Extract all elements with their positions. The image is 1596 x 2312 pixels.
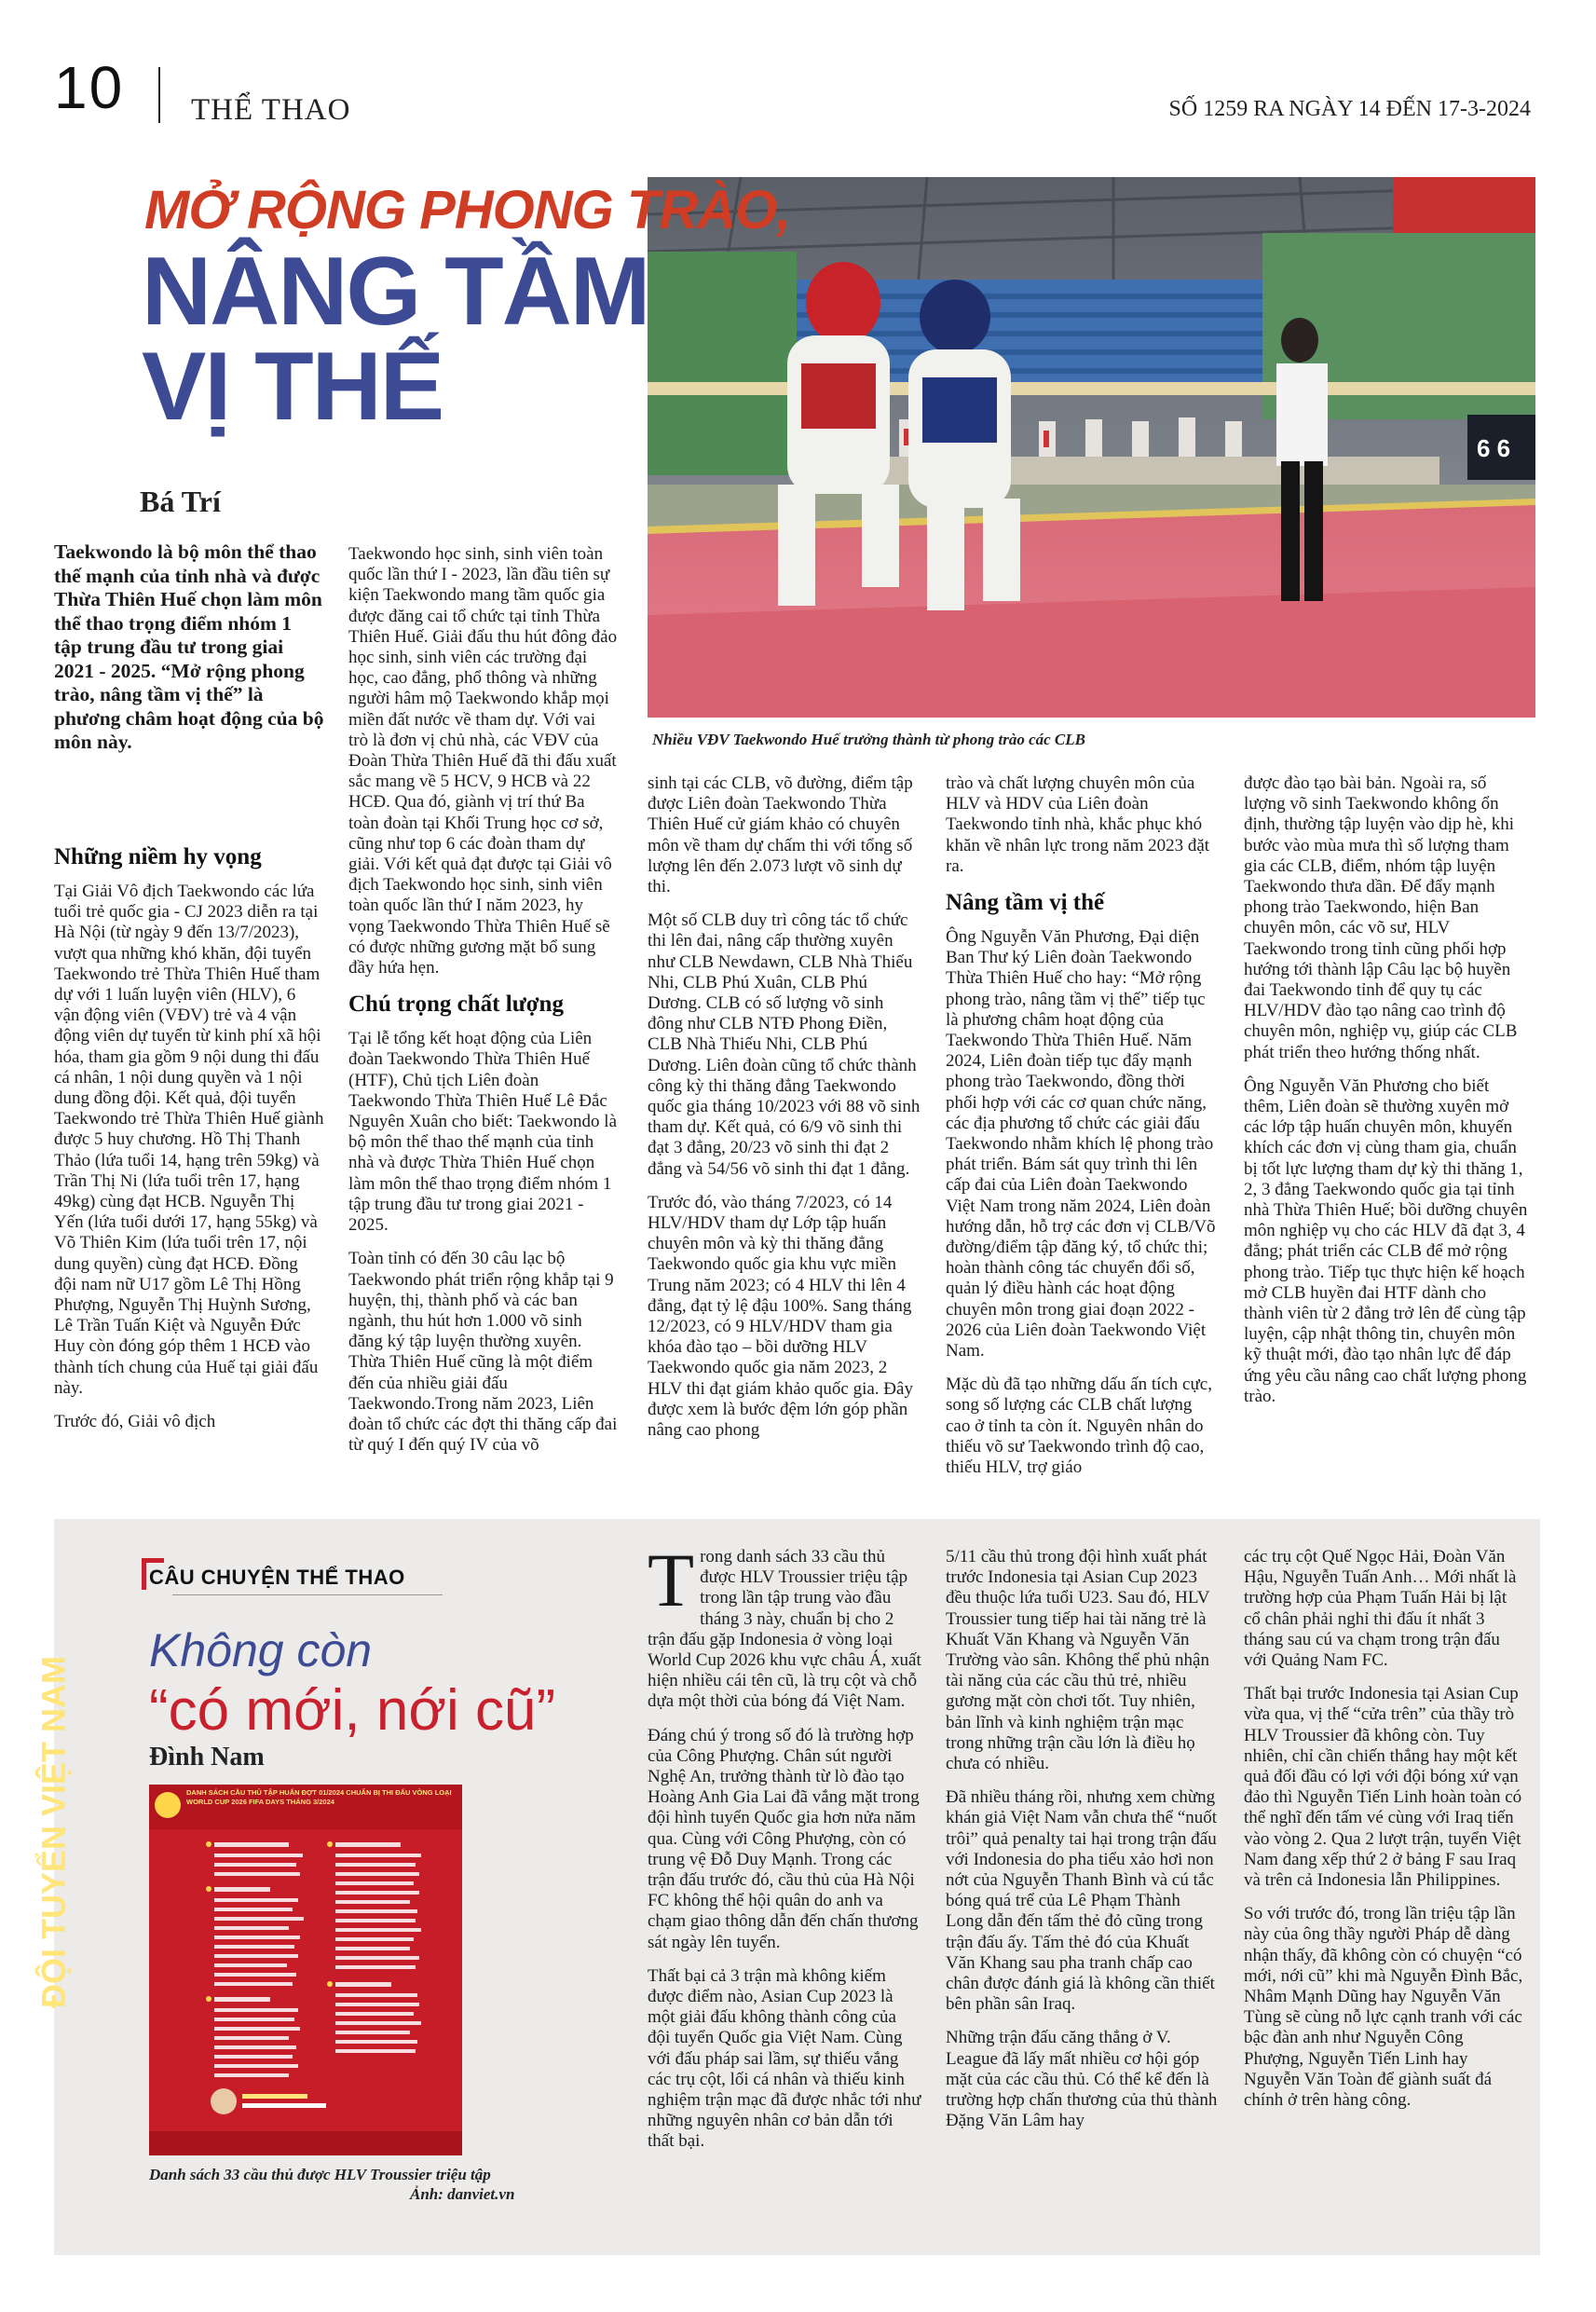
paragraph: trào và chất lượng chuyên môn của HLV và HDV của Liên đoàn Taekwondo tỉnh nhà, khắc phục khó khăn về nhân lực trong năm 2023 đặt ra. bbox=[946, 773, 1210, 876]
article-column-2 bbox=[348, 544, 619, 1469]
story-title: “có mới, nới cũ” bbox=[149, 1678, 556, 1743]
story-kicker: Không còn bbox=[149, 1624, 373, 1676]
paragraph: Trước đó, Giải vô địch bbox=[54, 1412, 216, 1432]
paragraph: Trước đó, vào tháng 7/2023, có 14 HLV/HDV tham dự Lớp tập huấn chuyên môn và kỳ thi thăng đẳng Taekwondo quốc gia khu vực miền Trung năm 2023; có 4 HLV thi lên 4 đẳng, đạt tỷ lệ đậu 100%. Sang tháng 12/2023, có 9 HLV/HDV tham gia khóa đào tạo – bồi dưỡng HLV Taekwondo quốc gia năm 2023, 2 HLV thi đạt giám khảo quốc gia. Đây được xem là bước đệm lớn góp phần nâng cao phong bbox=[648, 1192, 913, 1441]
headline-line-2: VỊ THẾ bbox=[142, 333, 443, 441]
story-column-3 bbox=[1244, 1547, 1523, 2124]
photo-caption: Nhiều VĐV Taekwondo Huế trưởng thành từ phong trào các CLB bbox=[652, 731, 1085, 748]
paragraph: Ông Nguyễn Văn Phương, Đại diện Ban Thư ký Liên đoàn Taekwondo Thừa Thiên Huế cho hay: “Mở rộng phong trào, nâng tầm vị thế” tiếp tục là phương châm hoạt động của Taekwondo Thừa Thiên Huế. Năm 2024, Liên đoàn tiếp tục đẩy mạnh phong trào Taekwondo, đồng thời phối hợp với các cơ quan chức năng, các địa phương tổ chức các giải đấu Taekwondo nhằm khích lệ phong trào phát triển. Bám sát quy trình thi lên cấp đai của Liên đoàn Taekwondo Việt Nam trong năm 2024, Liên đoàn hướng dẫn, hỗ trợ các đơn vị CLB/Võ đường/điểm tập đăng ký, tổ chức thi; hoàn thành công tác chuyển đổi số, quản lý điều hành các hoạt động chuyên môn trong giai đoạn 2022 - 2026 của Liên đoàn Taekwondo Việt Nam. bbox=[946, 927, 1216, 1361]
article-column-5 bbox=[1244, 773, 1528, 1420]
subhead-quality: Chú trọng chất lượng bbox=[348, 992, 564, 1018]
paragraph: được đào tạo bài bản. Ngoài ra, số lượng võ sinh Taekwondo không ổn định, thường tập luyện vào dịp hè, khi bước vào mùa mưa thì số lượng tham gia các CLB, điểm, nhóm tập luyện Taekwondo thưa dần. Để đẩy mạnh phong trào Taekwondo, hiện Ban chuyên môn, các võ sư, HLV Taekwondo trong tỉnh cũng phối hợp hướng tới thành lập Câu lạc bộ huyền đai Taekwondo tỉnh để quy tụ các HLV/HDV đào tạo nâng cao trình độ chuyên môn, nghiệp vụ, giúp các CLB phát triển theo hướng thống nhất. bbox=[1244, 773, 1518, 1062]
header-divider bbox=[158, 67, 160, 123]
story-column-1 bbox=[648, 1538, 922, 2166]
paragraph: Tại Giải Vô địch Taekwondo các lứa tuổi trẻ quốc gia - CJ 2023 diễn ra tại Hà Nội (từ ngày 9 đến 13/7/2023), vượt qua những khó khăn, đội tuyển Taekwondo trẻ Thừa Thiên Huế tham dự với 1 luấn luyện viên (HLV), 6 vận động viên (VĐV) trẻ và 4 vận động viên dự tuyển từ kinh phí xã hội hóa, tham gia gồm 9 nội dung thi đấu cá nhân, 1 nội dung quyền và 1 nội dung đồng đội. Kết quả, đội tuyển Taekwondo trẻ Thừa Thiên Huế giành được 5 huy chương. Hồ Thị Thanh Thảo (lứa tuổi 14, hạng trên 59kg) và Trần Thị Ni (lứa tuổi trên 17, hạng 49kg) cùng đạt HCB. Nguyễn Thị Yến (lứa tuổi dưới 17, hạng 55kg) và Võ Thiên Kim (lứa tuổi trên 17, nội dung quyền) cùng đạt HCĐ. Đồng đội nam nữ U17 gồm Lê Thị Hồng Phượng, Nguyễn Thị Huỳnh Sương, Lê Trần Tuấn Kiệt và Nguyễn Đức Huy còn đóng góp thêm 1 HCĐ vào thành tích chung của Huế tại giải đấu này. bbox=[54, 882, 324, 1398]
section-name: THỂ THAO bbox=[191, 93, 351, 127]
paragraph: Tại lễ tổng kết hoạt động của Liên đoàn Taekwondo Thừa Thiên Huế (HTF), Chủ tịch Liên đoàn Taekwondo Thừa Thiên Huế Lê Đắc Nguyên Xuân cho biết: Taekwondo là bộ môn thể thao thế mạnh của tỉnh nhà và được Thừa Thiên Huế chọn làm môn thể thao trọng điểm nhóm 1 tập trung đầu tư trong giai 2021 - 2025. bbox=[348, 1029, 617, 1236]
paragraph: Mặc dù đã tạo những dấu ấn tích cực, song số lượng các CLB chất lượng cao ở tỉnh ta còn ít. Nguyên nhân do thiếu võ sư Taekwondo trình độ cao, thiếu HLV, trợ giáo bbox=[946, 1375, 1212, 1478]
article-column-4 bbox=[946, 773, 1221, 1491]
poster-caption: Danh sách 33 cầu thủ được HLV Troussier triệu tập bbox=[149, 2166, 491, 2183]
paragraph bbox=[648, 1538, 922, 1713]
paragraph: Thất bại trước Indonesia tại Asian Cup vừa qua, vị thế “cửa trên” của thầy trò HLV Troussier đã không còn. Tuy nhiên, chỉ cần chiến thắng hay một kết quả đối đầu có lợi với đội bóng xứ vạn đảo thì Nguyễn Tiến Linh hoàn toàn có thể nghĩ đến tấm vé cùng với Iraq tiến vào vòng 2. Qua 2 lượt trận, tuyển Việt Nam đang xếp thứ 2 ở bảng F sau Iraq và trên cả Indonesia lẫn Philippines. bbox=[1244, 1684, 1522, 1891]
drop-cap: T bbox=[648, 1538, 695, 1622]
paragraph: Đáng chú ý trong số đó là trường hợp của Công Phượng. Chân sút người Nghệ An, trưởng thành từ lò đào tạo Hoàng Anh Gia Lai đã vắng mặt trong đội hình tuyển Quốc gia hơn nửa năm qua. Cùng với Công Phượng, còn có trung vệ Đỗ Duy Mạnh. Trong các trận đấu trước đó, cầu thủ của Hà Nội FC không thể hội quân do anh va chạm giao thông dẫn đến chấn thương sát ngày lên tuyển. bbox=[648, 1725, 920, 1952]
taekwondo-photo-illustration bbox=[648, 177, 1535, 718]
paragraph: Đã nhiều tháng rồi, nhưng xem chừng khán giả Việt Nam vẫn chưa thể “nuốt trôi” quả penalty tai hại trong trận đấu với Indonesia do pha tiểu xảo hơi non nớt của Nguyễn Thanh Bình và cú tắc bóng quá trể của Lê Phạm Thành Long dẫn đến tấm thẻ đỏ cũng trong trận đấu ấy. Tấm thẻ đó của Khuất Văn Khang sau pha tranh chấp cao chân được đánh giá là không cần thiết bên phần sân Iraq. bbox=[946, 1787, 1218, 2015]
paragraph: Taekwondo học sinh, sinh viên toàn quốc lần thứ I - 2023, lần đầu tiên sự kiện Taekwondo mang tầm quốc gia được đăng cai tổ chức tại tỉnh Thừa Thiên Huế. Giải đấu thu hút đông đảo học sinh, sinh viên các trường đại học, cao đẳng, phổ thông và những người hâm mộ Taekwondo khắp mọi miền đất nước về tham dự. Với vai trò là đơn vị chủ nhà, các VĐV của Đoàn Thừa Thiên Huế đã thi đấu xuất sắc mang về 5 HCV, 9 HCB và 22 HCĐ. Qua đó, giành vị trí thứ Ba toàn đoàn tại Khối Trung học cơ sở, cũng như top 6 các đoàn tham dự giải. Với kết quả đạt được tại Giải vô địch Taekwondo học sinh, sinh viên toàn quốc lần thứ I năm 2023, hy vọng Taekwondo Thừa Thiên Huế sẽ có được những gương mặt bổ sung đầy hứa hẹn. bbox=[348, 544, 618, 978]
poster-credit: Ảnh: danviet.vn bbox=[410, 2185, 515, 2203]
box-label: CÂU CHUYỆN THỂ THAO bbox=[149, 1566, 405, 1589]
paragraph: Những trận đấu căng thẳng ở V. League đã lấy mất nhiều cơ hội góp mặt của các cầu thủ. Có thể kể đến là trường hợp chấn thương của thủ thành Đặng Văn Lâm hay bbox=[946, 2028, 1218, 2131]
label-marker bbox=[142, 1558, 146, 1590]
poster-vertical-title: ĐỘI TUYỂN VIỆT NAM bbox=[34, 1655, 73, 2008]
page-number: 10 bbox=[54, 54, 125, 121]
headline bbox=[142, 238, 701, 441]
paragraph: So với trước đó, trong lần triệu tập lần này của ông thầy người Pháp dễ dàng nhận thấy, đã không còn có chuyện “có mới, nới cũ” khi mà Nguyễn Đình Bắc, Nhâm Mạnh Dũng hay Nguyễn Văn Tùng sẽ cùng nỗ lực cạnh tranh với các bậc đàn anh như Nguyễn Công Phượng, Nguyễn Tiến Linh hay Nguyễn Văn Toàn để giành suất đá chính ở trên hàng công. bbox=[1244, 1904, 1523, 2111]
paragraph: Toàn tỉnh có đến 30 câu lạc bộ Taekwondo phát triển rộng khắp tại 9 huyện, thị, thành phố và các ban ngành, thu hút hơn 1.000 võ sinh đăng ký tập luyện thường xuyên. Thừa Thiên Huế cũng là một điểm đến của nhiều giải đấu Taekwondo.Trong năm 2023, Liên đoàn tổ chức các đợt thi thăng cấp đai từ quý I đến quý IV của võ bbox=[348, 1249, 618, 1456]
paragraph: các trụ cột Quế Ngọc Hải, Đoàn Văn Hậu, Nguyễn Tuấn Anh… Mới nhất là trường hợp của Phạm Tuấn Hải bị lật cổ chân phải nghỉ thi đấu ít nhất 3 tháng sau cú va chạm trong trận đấu với Quảng Nam FC. bbox=[1244, 1547, 1517, 1671]
paragraph: 5/11 cầu thủ trong đội hình xuất phát trước Indonesia tại Asian Cup 2023 đều thuộc lứa tuổi U23. Sau đó, HLV Troussier tung tiếp hai tài năng trẻ là Khuất Văn Khang và Nguyễn Văn Trường vào sân. Không thể phủ nhận tài năng của các cầu thủ trẻ, nhiều gương mặt còn chơi tốt. Tuy nhiên, bản lĩnh và kinh nghiệm trận mạc trong những trận cầu lớn là điều họ chưa có nhiều. bbox=[946, 1547, 1210, 1774]
label-underline bbox=[172, 1594, 443, 1595]
article-column-3 bbox=[648, 773, 922, 1454]
article-lead: Taekwondo là bộ môn thể thao thế mạnh của tỉnh nhà và được Thừa Thiên Huế chọn làm môn thể thao trọng điểm nhóm 1 tập trung đầu tư trong giai 2021 - 2025. “Mở rộng phong trào, nâng tầm vị thế” là phương châm hoạt động của bộ môn này. bbox=[54, 540, 324, 753]
paragraph: Thất bại cả 3 trận mà không kiếm được điểm nào, Asian Cup 2023 là một giải đấu không thành công của đội tuyển Quốc gia Việt Nam. Cùng với đấu pháp sai lầm, sự thiếu vắng các trụ cột, lối cá nhân và thiếu kinh nghiệm trận mạc đã được nhắc tới như những nguyên nhân cơ bản dẫn tới thất bại. bbox=[648, 1965, 921, 2152]
article-column-1 bbox=[54, 839, 324, 1445]
subhead-hopes: Những niềm hy vọng bbox=[54, 844, 262, 869]
headline-kicker: MỞ RỘNG PHONG TRÀO, bbox=[144, 180, 791, 240]
subhead-position: Nâng tầm vị thế bbox=[946, 890, 1105, 916]
taekwondo-photo bbox=[648, 177, 1535, 718]
issue-info: SỐ 1259 RA NGÀY 14 ĐẾN 17-3-2024 bbox=[1168, 97, 1531, 121]
poster-header: DANH SÁCH CẦU THỦ TẬP HUẤN ĐỢT 01/2024 CHUẨN BỊ THI ĐẤU VÒNG LOẠI WORLD CUP 2026 FIFA DAYS THÁNG 3/2024 bbox=[186, 1788, 452, 1806]
article-byline: Bá Trí bbox=[140, 485, 221, 518]
story-column-2 bbox=[946, 1547, 1221, 2144]
paragraph: Một số CLB duy trì công tác tổ chức thi lên đai, nâng cấp thường xuyên như CLB Newdawn, CLB Nhà Thiếu Nhi, CLB Phú Xuân, CLB Phú Dương. CLB có số lượng võ sinh đông như CLB NTĐ Phong Điền, CLB Nhà Thiếu Nhi, CLB Phú Dương. Liên đoàn cũng tổ chức thành công kỳ thi thăng đẳng Taekwondo quốc gia tháng 10/2023 với 88 võ sinh tham dự. Kết quả, có 6/9 võ sinh thi đạt 3 đẳng, 20/23 võ sinh thi đạt 2 đẳng và 54/56 võ sinh thi đạt 1 đẳng. bbox=[648, 910, 921, 1179]
paragraph: sinh tại các CLB, võ đường, điểm tập được Liên đoàn Taekwondo Thừa Thiên Huế cử giám khảo có chuyên môn về tham dự chấm thi với tổng số lượng lên đến 2.073 lượt võ sinh dự thi. bbox=[648, 773, 913, 897]
paragraph-text: rong danh sách 33 cầu thủ được HLV Troussier triệu tập trong lần tập trung vào đầu tháng 3 này, chuẩn bị cho 2 trận đấu gặp Indonesia ở vòng loại World Cup 2026 khu vực châu Á, xuất hiện nhiều cái tên cũ, là trụ cột và chỗ dựa một thời của bóng đá Việt Nam. bbox=[648, 1547, 921, 1712]
headline-line-1: NÂNG TẦM bbox=[142, 238, 649, 346]
story-byline: Đình Nam bbox=[149, 1743, 265, 1772]
paragraph: Ông Nguyễn Văn Phương cho biết thêm, Liên đoàn sẽ thường xuyên mở các lớp tập huấn chuyên môn, khuyến khích các đơn vị cùng tham gia, chuẩn bị tốt lực lượng tham dự kỳ thi thăng 1, 2, 3 đẳng Taekwondo quốc gia tại tỉnh nhà Thừa Thiên Huế; bồi dưỡng chuyên môn nghiệp vụ cho các HLV đã đạt 3, 4 đẳng; phát triển các CLB để mở rộng phong trào. Tiếp tục thực hiện kế hoạch mở CLB huyền đai HTF dành cho thành viên từ 2 đẳng trở lên để cùng tập luyện, cập nhật thông tin, chuyên môn kỹ thuật mới, đào tạo nhân lực để đáp ứng yêu cầu nâng cao chất lượng phong trào. bbox=[1244, 1075, 1528, 1406]
scoreboard-score: 6 6 bbox=[1477, 434, 1511, 462]
